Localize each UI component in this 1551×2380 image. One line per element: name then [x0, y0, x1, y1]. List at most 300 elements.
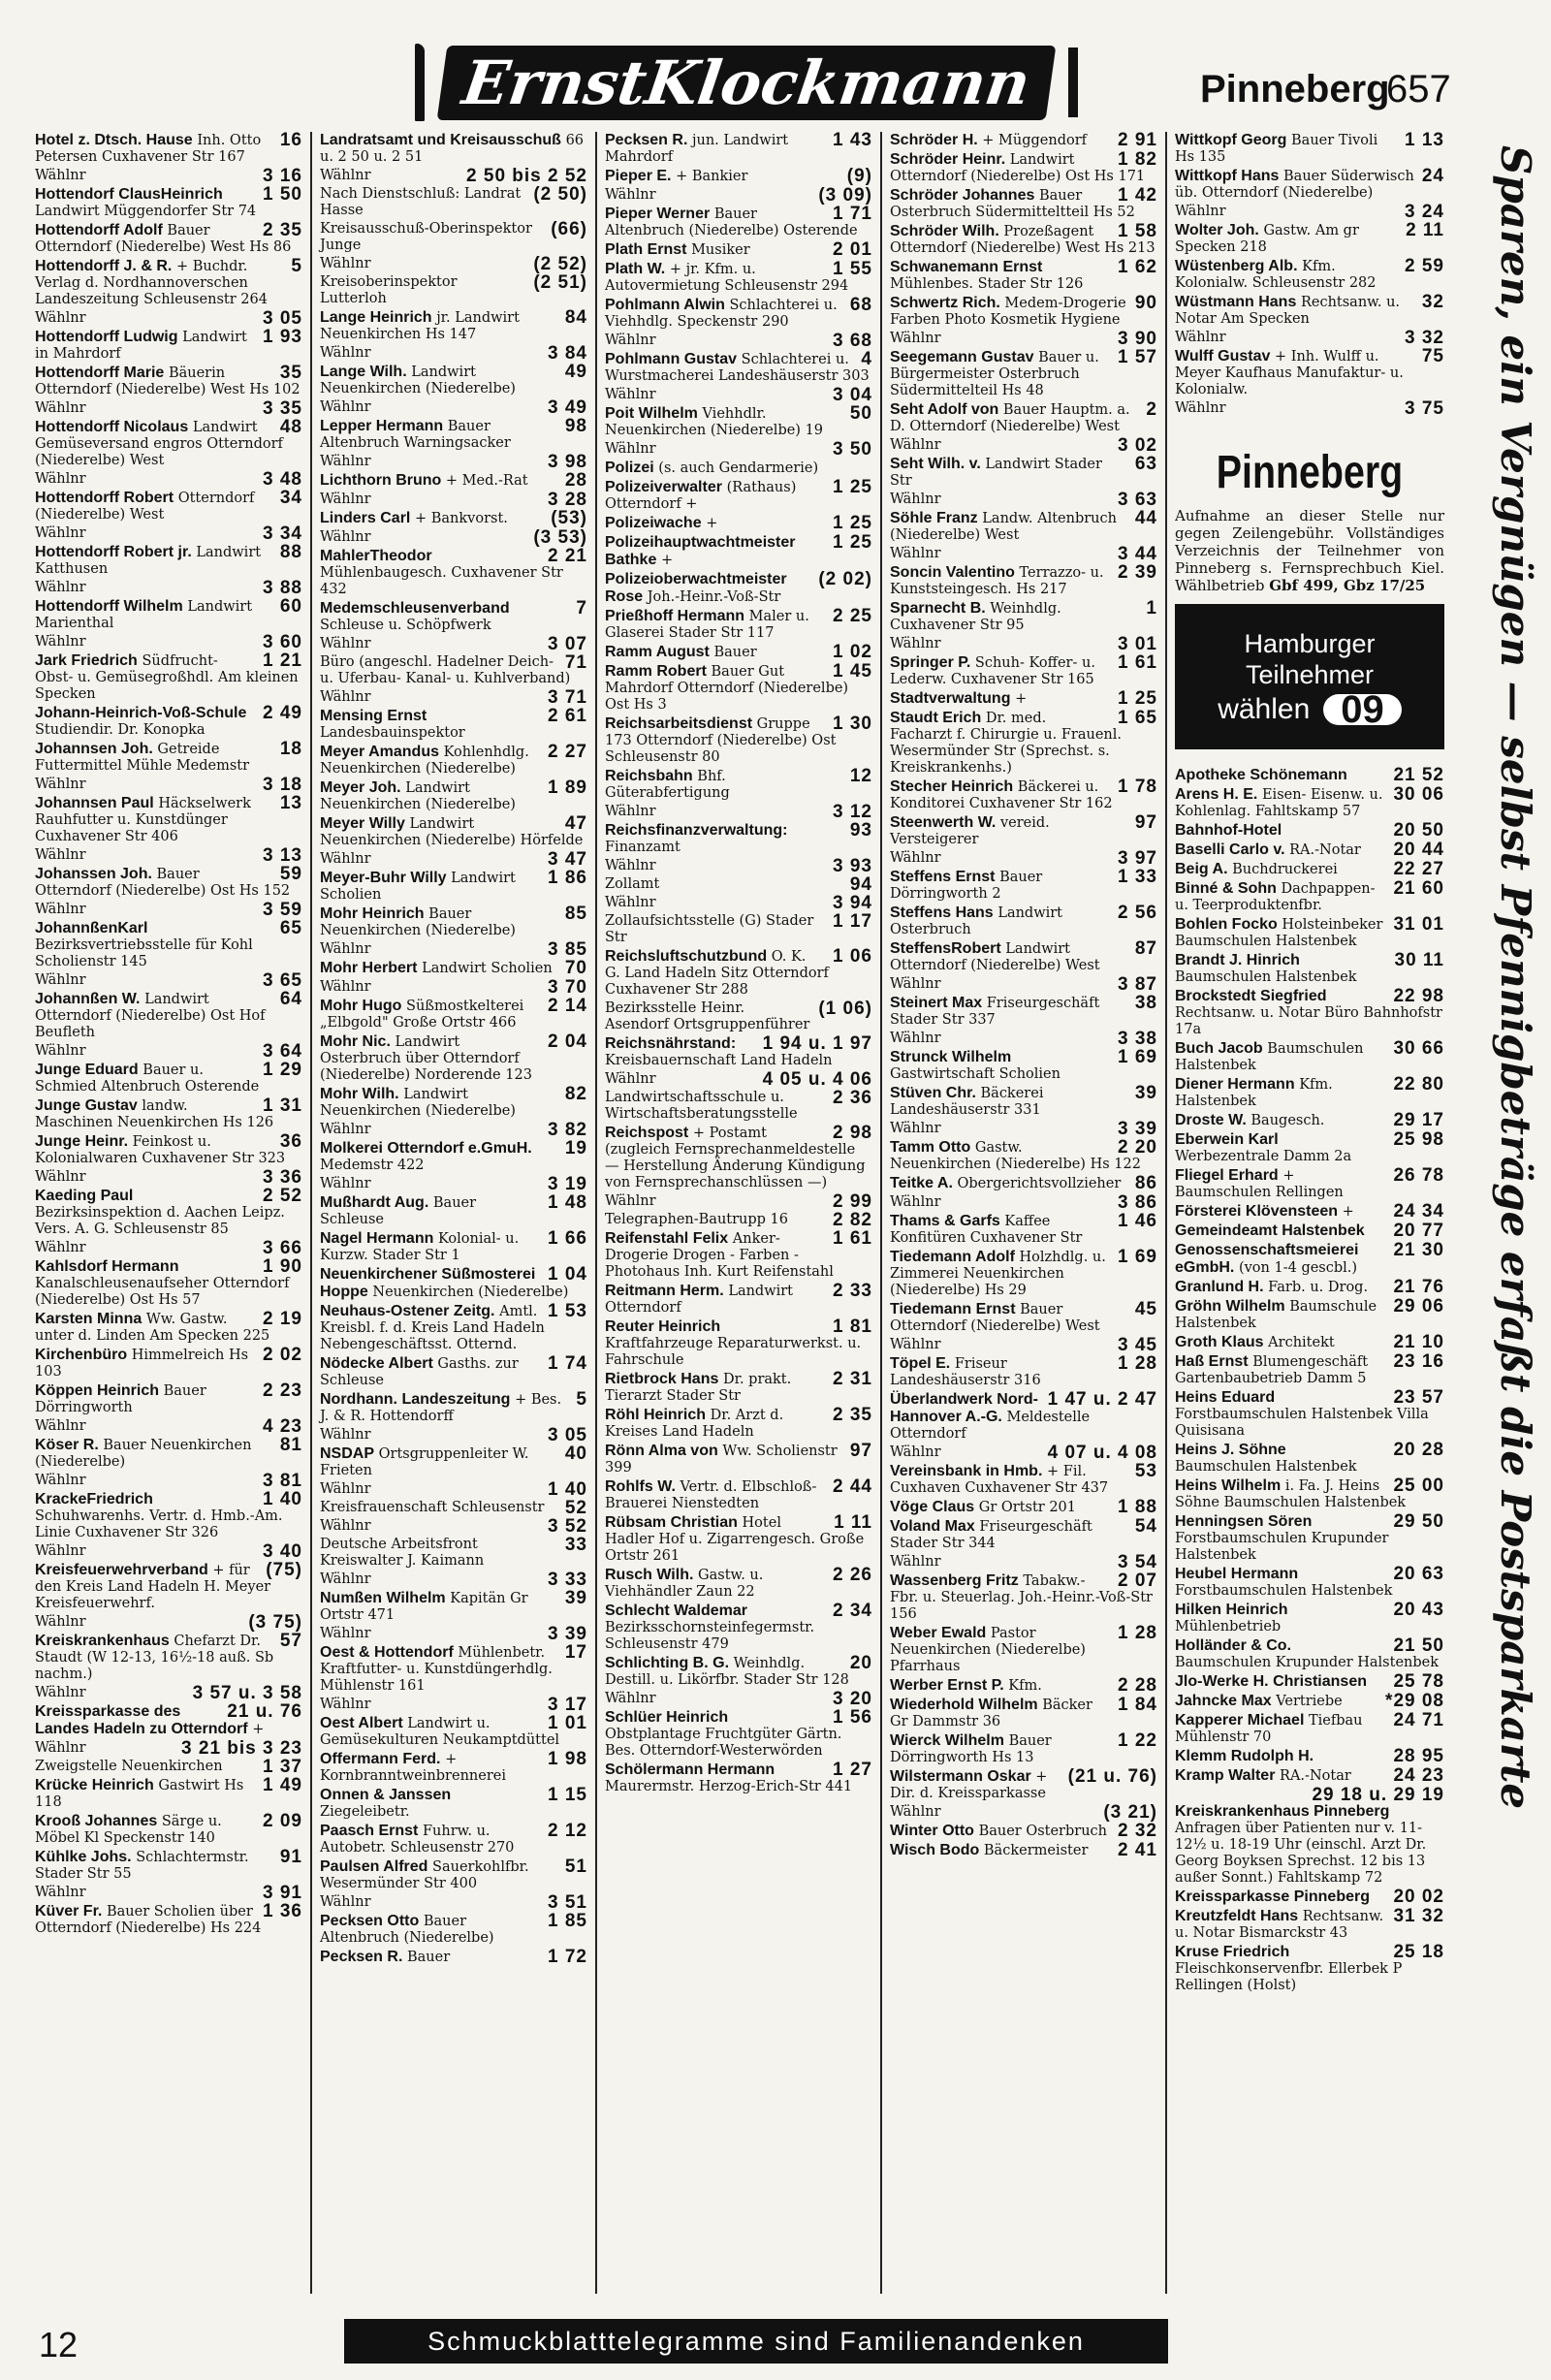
entry-phone-number: 81: [279, 1435, 302, 1455]
entry-phone-number: 2 09: [263, 1811, 302, 1831]
entry-phone-number: 12: [849, 766, 872, 786]
entry-detail: Bauer u. Bürgermeister Osterbruch Südermittelteil Hs 48: [890, 350, 1099, 398]
directory-entry: [35, 1903, 302, 1937]
entry-name: Reichsfinanzverwaltung:: [605, 822, 788, 839]
entry-detail: Bäckermeister: [983, 1843, 1089, 1858]
entry-phone-number: 4 05 u. 4 06: [762, 1069, 872, 1090]
entry-phone-number: 3 75: [1405, 398, 1444, 419]
entry-name: Voland Max: [890, 1518, 975, 1535]
entry-name: Springer P.: [890, 654, 971, 671]
directory-entry: [890, 1518, 1157, 1552]
entry-name: Köppen Heinrich: [35, 1382, 160, 1399]
entry-phone-number: 1 94 u. 1 97: [762, 1033, 872, 1054]
entry-name: Klemm Rudolph H.: [1175, 1748, 1314, 1764]
entry-detail: Finanzamt: [605, 840, 681, 855]
entry-detail: Wählnr: [605, 387, 656, 402]
entry-detail: Gasths. zur Schleuse: [320, 1356, 519, 1388]
directory-entry: [1175, 1477, 1444, 1511]
entry-detail: Kanalschleusenaufseher Otterndorf (Niederelbe) Ost Hs 57: [35, 1276, 290, 1308]
entry-phone-number: 1 82: [1118, 149, 1157, 170]
entry-phone-number: 97: [849, 1441, 872, 1461]
directory-entry: [1175, 1442, 1444, 1476]
entry-name: Jlo-Werke H. Christiansen: [1175, 1673, 1367, 1690]
directory-entry: [320, 1644, 587, 1695]
entry-name: Junge Heinr.: [35, 1133, 129, 1150]
directory-entry: [605, 1212, 872, 1228]
directory-entry: [1175, 258, 1444, 292]
entry-phone-number: 1 49: [263, 1775, 302, 1795]
entry-name: Hottendorf ClausHeinrich: [35, 186, 223, 203]
directory-entry: [320, 1122, 587, 1138]
entry-phone-number: 2 23: [263, 1380, 302, 1401]
page-number: 657: [1386, 68, 1451, 111]
entry-phone-number: 3 17: [548, 1695, 587, 1715]
entry-detail: Feinkost u. Kolonialwaren Cuxhavener Str 323: [35, 1134, 286, 1166]
entry-phone-number: 20: [849, 1653, 872, 1673]
directory-entry: [890, 1804, 1157, 1821]
entry-phone-number: 20 63: [1393, 1564, 1444, 1584]
entry-name: Kreissparkasse des Landes Hadeln zu Otterndorf: [35, 1703, 248, 1737]
directory-entry: [35, 866, 302, 900]
entry-name: Gemeindeamt Halstenbek: [1175, 1222, 1365, 1239]
entry-detail: Landwirt Stader Str: [890, 457, 1102, 489]
entry-phone-number: 2 20: [1118, 1137, 1157, 1158]
entry-detail: Wählnr: [35, 1043, 86, 1059]
entry-detail: Kohlenhdlg. Neuenkirchen (Niederelbe): [320, 745, 529, 777]
directory-entry: [35, 795, 302, 845]
entry-name: JohannßenKarl: [35, 920, 148, 936]
entry-phone-number: 47: [564, 813, 587, 834]
directory-entry: [35, 1777, 302, 1811]
entry-phone-number: 26 78: [1393, 1165, 1444, 1186]
entry-detail: Weinhdlg. Cuxhavener Str 95: [890, 601, 1061, 633]
directory-entry: [1175, 861, 1444, 878]
entry-detail: Baumschulen Halstenbek: [1175, 969, 1357, 985]
entry-phone-number: 1 25: [833, 513, 872, 533]
directory-entry: [35, 1097, 302, 1131]
entry-phone-number: 30 11: [1394, 950, 1444, 970]
entry-detail: Wählnr: [320, 1697, 371, 1712]
directory-entry: [890, 778, 1157, 812]
directory-entry: [35, 1418, 302, 1435]
directory-entry: [1175, 1203, 1444, 1221]
entry-name: Lange Heinrich: [320, 309, 432, 326]
entry-name: Mensing Ernst: [320, 708, 427, 724]
directory-entry: [320, 548, 587, 598]
entry-phone-number: 1 31: [263, 1095, 302, 1116]
directory-entry: [605, 663, 872, 714]
entry-detail: +: [252, 1722, 265, 1737]
entry-detail: + Baumschulen Rellingen: [1175, 1168, 1344, 1200]
directory-entry: [1175, 880, 1444, 914]
entry-phone-number: 2 11: [1406, 220, 1444, 240]
entry-phone-number: 3 21 bis 3 23: [181, 1738, 302, 1759]
entry-detail: Wählnr: [320, 1122, 371, 1137]
entry-detail: Friseurgeschäft Stader Str 337: [890, 996, 1100, 1028]
entry-phone-number: 2 34: [833, 1601, 872, 1621]
directory-entry: [1175, 1748, 1444, 1765]
entry-detail: Landwirt Osterbruch: [890, 905, 1063, 937]
entry-detail: Landwirt Neuenkirchen (Niederelbe): [320, 780, 516, 812]
entry-phone-number: 93: [849, 820, 872, 841]
entry-detail: Bezirksstelle Heinr. Asendorf Ortsgruppenführer: [605, 1000, 810, 1032]
directory-entry: [1175, 1242, 1444, 1277]
entry-phone-number: 3 98: [548, 452, 587, 472]
entry-detail: Särge u. Möbel Kl Speckenstr 140: [35, 1814, 222, 1846]
directory-entry: [605, 261, 872, 295]
directory-entry: [890, 600, 1157, 634]
entry-phone-number: (2 52): [533, 254, 587, 274]
entry-phone-number: 21 10: [1393, 1332, 1444, 1352]
entry-phone-number: 3 38: [1118, 1029, 1157, 1049]
directory-entry: [35, 598, 302, 632]
entry-phone-number: 21 76: [1393, 1277, 1444, 1297]
directory-entry: [35, 168, 302, 184]
directory-entry: [605, 1691, 872, 1707]
entry-phone-number: 2 82: [833, 1210, 872, 1230]
entry-detail: Viehhdlr. Neuenkirchen (Niederelbe) 19: [605, 406, 824, 438]
directory-entry: [320, 1858, 587, 1892]
entry-name: Prießhoff Hermann: [605, 608, 745, 624]
entry-phone-number: 1 81: [833, 1317, 872, 1337]
entry-phone-number: 30 06: [1393, 784, 1444, 805]
directory-entry: [320, 708, 587, 742]
entry-phone-number: 2 07: [1118, 1571, 1157, 1591]
entry-detail: + jr. Kfm. u. Autovermietung Schleusenstr 294: [605, 262, 849, 294]
directory-entry: [320, 1355, 587, 1389]
promo-line-2: Teilnehmer: [1245, 660, 1375, 689]
directory-entry: [890, 636, 1157, 652]
directory-entry: [35, 972, 302, 989]
entry-name: Staudt Erich: [890, 710, 982, 726]
directory-entry: [890, 546, 1157, 562]
entry-phone-number: 1 66: [548, 1228, 587, 1249]
entry-name: Seegemann Gustav: [890, 349, 1034, 365]
entry-phone-number: 25 18: [1393, 1942, 1444, 1962]
entry-detail: Wählnr: [890, 1554, 941, 1570]
directory-entry: [35, 186, 302, 220]
entry-phone-number: 1 06: [833, 946, 872, 967]
entry-detail: Dr. prakt. Tierarzt Stader Str: [605, 1372, 792, 1404]
directory-entry: [35, 1703, 302, 1738]
entry-name: Kreutzfeldt Hans: [1175, 1908, 1299, 1924]
directory-entry: [605, 515, 872, 532]
entry-detail: Mühlenbetrieb: [1175, 1619, 1282, 1634]
entry-detail: Baugesch.: [1250, 1113, 1325, 1128]
entry-phone-number: 29 18 u. 29 19: [1312, 1785, 1444, 1805]
directory-entry: [35, 1885, 302, 1901]
entry-name: Polizeioberwachtmeister Rose: [605, 571, 787, 605]
entry-name: Johann-Heinrich-Voß-Schule: [35, 705, 247, 721]
entry-detail: + Bankier: [676, 169, 748, 184]
entry-phone-number: 5: [291, 256, 302, 276]
directory-entry: [1175, 1353, 1444, 1387]
entry-detail: Wählnr: [35, 580, 86, 595]
entry-phone-number: 2 31: [833, 1369, 872, 1389]
entry-detail: Wählnr: [605, 441, 656, 457]
entry-phone-number: 39: [1134, 1083, 1157, 1103]
directory-entry: [890, 437, 1157, 454]
entry-detail: Wählnr: [320, 1481, 371, 1497]
entry-detail: Gr Ortstr 201: [978, 1500, 1077, 1515]
directory-entry: [1175, 1712, 1444, 1746]
entry-phone-number: 1: [1146, 598, 1157, 619]
entry-name: Hilken Heinrich: [1175, 1602, 1288, 1618]
directory-entry: [1175, 1673, 1444, 1691]
entry-detail: Telegraphen-Bautrupp 16: [605, 1212, 789, 1227]
directory-entry: [320, 1086, 587, 1120]
entry-detail: 66 u. 2 50 u. 2 51: [320, 133, 585, 165]
directory-entry: [35, 258, 302, 308]
directory-entry: [1175, 168, 1444, 202]
entry-detail: Landwirt Otterndorf: [605, 1284, 794, 1316]
directory-entry: [320, 168, 587, 184]
entry-name: Ramm Robert: [605, 663, 707, 680]
entry-detail: Bauer Scholien über Otterndorf (Niederelbe) Hs 224: [35, 1904, 262, 1936]
entry-name: Kühlke Johs.: [35, 1849, 132, 1865]
directory-entry: [605, 206, 872, 239]
entry-detail: Landwirt Marienthal: [35, 599, 253, 631]
entry-name: Hottendorff Ludwig: [35, 329, 178, 345]
entry-name: Nordhann. Landeszeitung: [320, 1391, 511, 1408]
entry-phone-number: 1 22: [1118, 1730, 1157, 1751]
advertiser-logo: [417, 39, 1076, 126]
entry-phone-number: 3 33: [548, 1570, 587, 1590]
entry-phone-number: 1 88: [1118, 1497, 1157, 1517]
directory-entry: [890, 1768, 1157, 1802]
entry-detail: Landwirt Otterndorf (Niederelbe) Ost Hs 171: [890, 152, 1146, 184]
entry-name: Brandt J. Hinrich: [1175, 952, 1300, 968]
entry-detail: Wählnr: [320, 168, 371, 183]
directory-entry: [320, 1500, 587, 1516]
entry-detail: Bäckerei u. Konditorei Cuxhavener Str 162: [890, 779, 1113, 811]
directory-entry: [35, 1043, 302, 1060]
entry-detail: Landwirt Neuenkirchen (Niederelbe): [320, 1087, 516, 1119]
entry-detail: Wählnr: [890, 636, 941, 651]
entry-phone-number: 2 14: [548, 996, 587, 1016]
entry-detail: Dachpappen- u. Teerproduktenfbr.: [1175, 881, 1376, 913]
directory-entry: [890, 1337, 1157, 1353]
entry-phone-number: 3 93: [833, 856, 872, 876]
entry-name: Bohlen Focko: [1175, 916, 1278, 933]
entry-detail: Bauer Dörringworth 2: [890, 870, 1043, 902]
directory-entry: [605, 1478, 872, 1512]
directory-entry: [320, 1894, 587, 1911]
entry-name: Lange Wilh.: [320, 364, 407, 380]
directory-entry: [605, 1709, 872, 1760]
directory-entry: [320, 815, 587, 849]
entry-name: Meyer Joh.: [320, 779, 401, 796]
entry-name: Kreiskrankenhaus Pinneberg: [1175, 1803, 1390, 1820]
directory-entry: [1175, 952, 1444, 986]
entry-phone-number: 1 48: [548, 1192, 587, 1213]
entry-name: NSDAP: [320, 1445, 375, 1462]
entry-phone-number: 48: [279, 417, 302, 437]
directory-entry: [1175, 1637, 1444, 1671]
entry-detail: Bauer Altenbruch (Niederelbe): [320, 1914, 494, 1946]
directory-entry: [1175, 330, 1444, 346]
entry-name: Winter Otto: [890, 1823, 974, 1839]
entry-name: Brockstedt Siegfried: [1175, 988, 1327, 1004]
entry-detail: Wählnr: [320, 979, 371, 995]
entry-name: Rietbrock Hans: [605, 1371, 719, 1387]
entry-detail: Kreisbauernschaft Land Hadeln: [605, 1053, 833, 1068]
entry-phone-number: 1 02: [833, 642, 872, 662]
entry-detail: Wählnr: [320, 529, 371, 545]
entry-phone-number: 54: [1134, 1516, 1157, 1537]
entry-name: Pohlmann Alwin: [605, 297, 725, 313]
entry-detail: Wählnr: [605, 1193, 656, 1209]
directory-entry: [605, 441, 872, 458]
entry-name: Mohr Hugo: [320, 998, 402, 1014]
entry-detail: Wählnr: [605, 1071, 656, 1087]
entry-phone-number: 64: [279, 989, 302, 1009]
entry-phone-number: 2 12: [548, 1821, 587, 1841]
directory-entry: [890, 1732, 1157, 1766]
entry-phone-number: 3 54: [1118, 1552, 1157, 1572]
entry-detail: Anfragen über Patienten nur v. 11-12½ u. 18-19 Uhr (einschl. Arzt Dr. Georg Boyksen Sprechst. 12 bis 13 außer Sonnt.) Fahltskamp 72: [1175, 1821, 1427, 1886]
directory-entry: [320, 1391, 587, 1425]
entry-detail: Gastw. Neuenkirchen (Niederelbe) Hs 122: [890, 1140, 1141, 1172]
entry-name: Johannßen W.: [35, 991, 141, 1007]
entry-phone-number: 85: [564, 904, 587, 924]
entry-detail: Sauerkohlfbr. Wesermünder Str 400: [320, 1859, 529, 1891]
directory-entry: [320, 1913, 587, 1947]
entry-name: Linders Carl: [320, 510, 411, 526]
entry-name: Strunck Wilhelm: [890, 1049, 1012, 1065]
directory-entry: [890, 349, 1157, 399]
entry-detail: jr. Landwirt Neuenkirchen Hs 147: [320, 310, 520, 342]
entry-phone-number: 1 15: [548, 1785, 587, 1805]
entry-name: Rohlfs W.: [605, 1478, 676, 1495]
directory-entry: [605, 822, 872, 856]
entry-phone-number: 1 37: [263, 1757, 302, 1777]
entry-name: Stüven Chr.: [890, 1085, 976, 1101]
directory-entry: [605, 297, 872, 331]
entry-name: Junge Gustav: [35, 1097, 138, 1114]
entry-name: Neuenkirchener Süßmosterei Hoppe: [320, 1266, 536, 1300]
directory-entry: [320, 960, 587, 977]
entry-name: Lichthorn Bruno: [320, 472, 442, 489]
directory-entry: [890, 1499, 1157, 1516]
entry-detail: + Fil. Cuxhaven Cuxhavener Str 437: [890, 1464, 1109, 1496]
entry-name: Jark Friedrich: [35, 652, 138, 669]
entry-name: Werber Ernst P.: [890, 1677, 1004, 1694]
directory-entry: [35, 544, 302, 578]
directory-entry: [320, 510, 587, 527]
directory-entry: [890, 1697, 1157, 1730]
entry-phone-number: 1 36: [263, 1901, 302, 1921]
directory-entry: [35, 652, 302, 703]
entry-phone-number: 2 28: [1118, 1675, 1157, 1696]
entry-phone-number: 90: [1134, 293, 1157, 313]
entry-name: Wüstmann Hans: [1175, 294, 1297, 310]
entry-phone-number: 1 47 u. 2 47: [1047, 1389, 1157, 1410]
entry-name: Köser R.: [35, 1437, 99, 1453]
directory-entry: [320, 689, 587, 706]
entry-name: Seht Wilh. v.: [890, 456, 981, 472]
entry-detail: Fleischkonservenfbr. Ellerbek P Rellingen (Holst): [1175, 1961, 1403, 1993]
directory-entry: [35, 1473, 302, 1489]
directory-entry: [1175, 1040, 1444, 1074]
entry-phone-number: 1 17: [833, 911, 872, 932]
directory-entry: [1175, 1888, 1444, 1906]
entry-detail: Wählnr: [1175, 204, 1226, 219]
entry-phone-number: 34: [279, 488, 302, 508]
entry-detail: Maurermstr. Herzog-Erich-Str 441: [605, 1779, 853, 1794]
entry-detail: Rechtsanw. u. Notar Büro Bahnhofstr 17a: [1175, 1005, 1442, 1037]
entry-phone-number: (2 50): [533, 184, 587, 205]
entry-name: Kirchenbüro: [35, 1347, 128, 1363]
entry-phone-number: 3 32: [1405, 328, 1444, 348]
entry-detail: Baumschulen Halstenbek: [1175, 1459, 1357, 1475]
directory-entry: [1175, 222, 1444, 256]
entry-detail: Rechtsanw. u. Notar Am Specken: [1175, 295, 1401, 327]
directory-entry: [605, 895, 872, 911]
directory-entry: [1175, 988, 1444, 1038]
entry-name: Eberwein Karl: [1175, 1131, 1279, 1148]
entry-detail: Tabakw.-Fbr. u. Steuerlag. Joh.-Heinr.-Voß-Str 156: [890, 1573, 1153, 1622]
entry-name: Steffens Ernst: [890, 869, 996, 885]
directory-entry: [890, 1049, 1157, 1083]
entry-detail: + Postamt (zugleich Fernsprechanmeldestelle — Herstellung Änderung Kündigung von Fernsprechanschlüssen —): [605, 1126, 866, 1190]
entry-detail: Wählnr: [320, 851, 371, 867]
entry-name: Johannsen Joh.: [35, 741, 153, 757]
entry-phone-number: 94: [849, 874, 872, 895]
directory-entry: [320, 256, 587, 272]
entry-phone-number: 1 33: [1118, 867, 1157, 887]
entry-detail: Baumschulen Krupunder Halstenbek: [1175, 1655, 1440, 1670]
entry-detail: Bauer u. Schmied Altenbruch Osterende: [35, 1063, 260, 1095]
entry-phone-number: 24 23: [1393, 1765, 1444, 1786]
entry-detail: Schleuse u. Schöpfwerk: [320, 618, 491, 633]
entry-phone-number: 1 69: [1118, 1247, 1157, 1267]
directory-entry: [890, 1213, 1157, 1247]
entry-name: Haß Ernst: [1175, 1353, 1249, 1370]
directory-entry: [35, 1382, 302, 1416]
directory-entry: [35, 1169, 302, 1186]
directory-entry: [605, 1000, 872, 1033]
entry-phone-number: 21 50: [1393, 1635, 1444, 1656]
entry-name: Paulsen Alfred: [320, 1858, 428, 1875]
entry-phone-number: 38: [1134, 993, 1157, 1013]
entry-detail: Zollaufsichtsstelle (G) Stader Str: [605, 913, 814, 945]
directory-entry: [890, 132, 1157, 149]
entry-detail: Friseurgeschäft Stader Str 344: [890, 1519, 1092, 1551]
entry-detail: Wählnr: [605, 1691, 656, 1706]
entry-detail: Bauer Süderwisch üb. Otterndorf (Niederelbe): [1175, 169, 1414, 201]
entry-name: Heins Eduard: [1175, 1389, 1276, 1406]
entry-name: Pecksen R.: [320, 1949, 403, 1965]
entry-detail: Wählnr: [35, 1418, 86, 1434]
entry-name: Mohr Nic.: [320, 1033, 391, 1050]
entry-detail: Wählnr: [320, 492, 371, 507]
directory-entry: [320, 600, 587, 634]
entry-phone-number: 2 19: [263, 1309, 302, 1329]
entry-detail: Wählnr: [35, 847, 86, 863]
entry-phone-number: 3 07: [548, 634, 587, 654]
entry-phone-number: 1 28: [1118, 1353, 1157, 1374]
entry-phone-number: 3 47: [548, 849, 587, 870]
directory-entry: [35, 741, 302, 775]
directory-entry: [320, 1481, 587, 1498]
entry-name: Mußhardt Aug.: [320, 1194, 429, 1211]
entry-name: Onnen & Janssen: [320, 1787, 452, 1803]
entry-detail: Inh. Otto Petersen Cuxhavener Str 167: [35, 133, 262, 165]
directory-entry: [1175, 400, 1444, 417]
entry-name: Numßen Wilhelm: [320, 1590, 446, 1606]
directory-entry: [320, 1787, 587, 1821]
